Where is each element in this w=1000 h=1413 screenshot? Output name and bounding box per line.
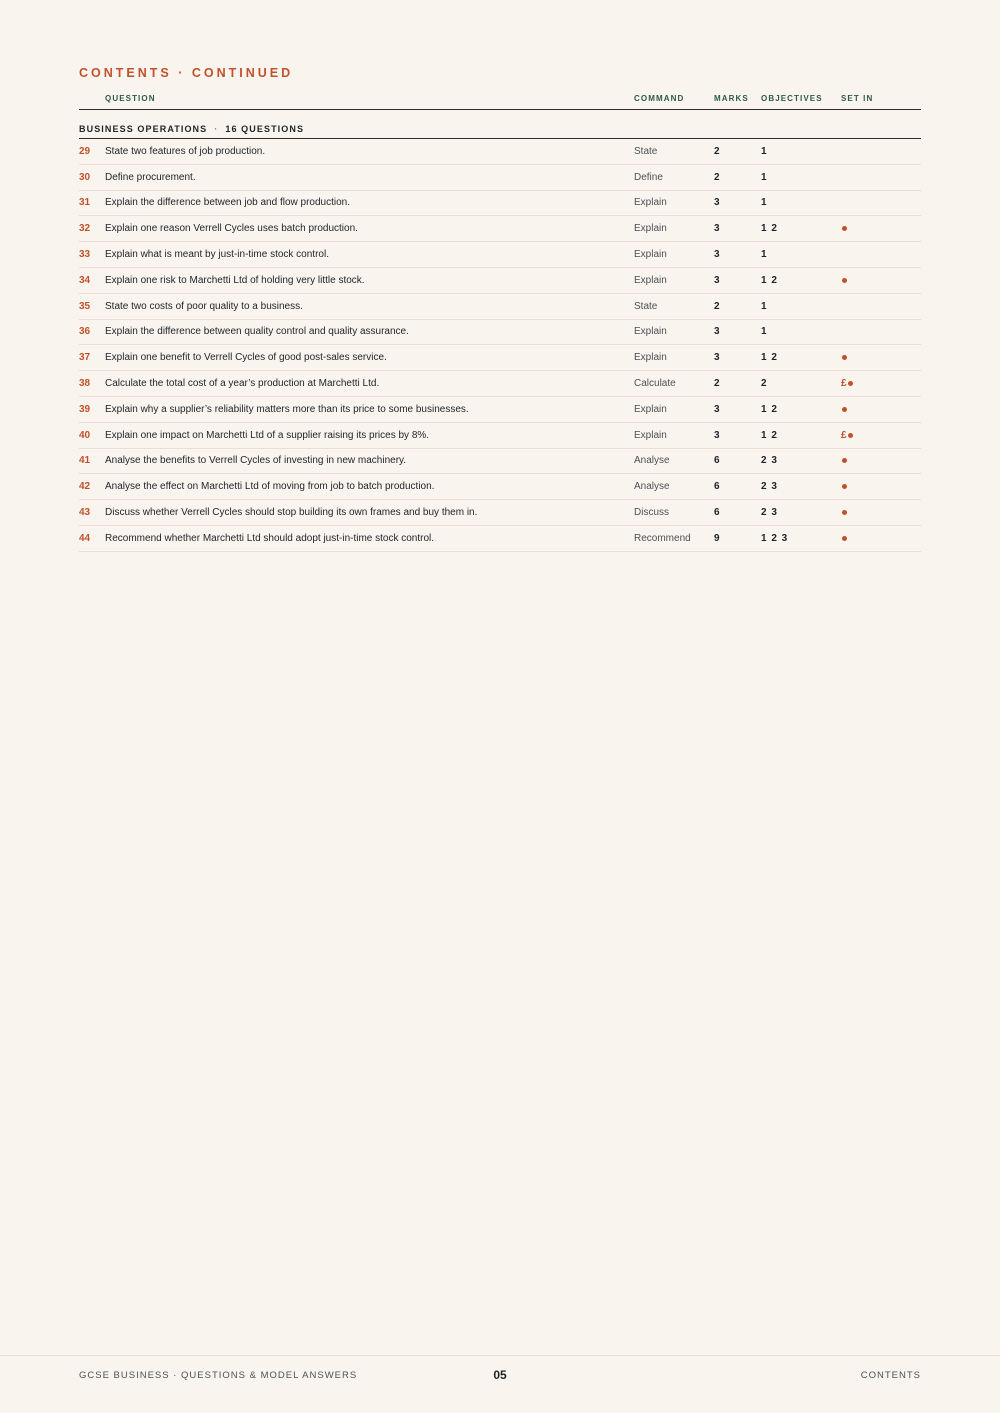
question-text: State two costs of poor quality to a business. [105, 300, 303, 312]
question-number: 43 [79, 507, 91, 519]
objectives-value: 2 3 [761, 455, 777, 467]
set-in-dot-icon [848, 381, 853, 386]
objectives-value: 1 2 [761, 352, 777, 364]
question-row[interactable] [79, 242, 921, 268]
table-header [79, 88, 921, 110]
question-text: Define procurement. [105, 171, 196, 183]
question-number: 44 [79, 532, 91, 544]
marks-value: 3 [714, 223, 720, 235]
set-in-dot-icon [842, 278, 847, 283]
header-marks: MARKS [714, 94, 749, 103]
objectives-value: 2 [761, 378, 767, 390]
question-text: Calculate the total cost of a year’s production at Marchetti Ltd. [105, 378, 380, 390]
set-in-dot-icon [842, 226, 847, 231]
question-number: 33 [79, 249, 91, 261]
command-word: Explain [634, 352, 667, 364]
set-in-marker [841, 352, 921, 363]
question-row[interactable] [79, 191, 921, 217]
section-name: BUSINESS OPERATIONS [79, 124, 208, 134]
question-number: 32 [79, 223, 91, 235]
set-in-marker [841, 378, 921, 389]
question-row[interactable] [79, 526, 921, 552]
question-number: 31 [79, 197, 91, 209]
question-number: 37 [79, 352, 91, 364]
question-row[interactable] [79, 397, 921, 423]
question-row[interactable] [79, 500, 921, 526]
set-in-marker [841, 481, 921, 492]
objectives-value: 1 [761, 145, 767, 157]
marks-value: 2 [714, 171, 720, 183]
objectives-value: 2 3 [761, 507, 777, 519]
objectives-value: 2 3 [761, 481, 777, 493]
question-row[interactable] [79, 165, 921, 191]
question-row[interactable] [79, 216, 921, 242]
objectives-value: 1 [761, 326, 767, 338]
question-text: Discuss whether Verrell Cycles should stop building its own frames and buy them in. [105, 507, 478, 519]
command-word: Explain [634, 223, 667, 235]
question-text: Explain what is meant by just-in-time stock control. [105, 249, 329, 261]
question-number: 36 [79, 326, 91, 338]
set-in-marker [841, 404, 921, 415]
question-number: 34 [79, 274, 91, 286]
command-word: Explain [634, 429, 667, 441]
objectives-value: 1 [761, 171, 767, 183]
marks-value: 3 [714, 352, 720, 364]
page-title: CONTENTS · CONTINUED [79, 66, 294, 80]
question-text: Explain one impact on Marchetti Ltd of a supplier raising its prices by 8%. [105, 429, 430, 441]
command-word: Calculate [634, 378, 676, 390]
marks-value: 6 [714, 507, 720, 519]
header-question: QUESTION [105, 94, 156, 103]
question-row[interactable] [79, 449, 921, 475]
command-word: Explain [634, 197, 667, 209]
marks-value: 3 [714, 249, 720, 261]
question-number: 39 [79, 403, 91, 415]
question-text: Explain one risk to Marchetti Ltd of holding very little stock. [105, 274, 365, 286]
question-text: Analyse the benefits to Verrell Cycles of investing in new machinery. [105, 455, 407, 467]
marks-value: 6 [714, 481, 720, 493]
command-word: Explain [634, 249, 667, 261]
question-row[interactable] [79, 320, 921, 346]
objectives-value: 1 2 [761, 403, 777, 415]
page-footer [0, 1355, 1000, 1396]
question-number: 30 [79, 171, 91, 183]
command-word: Explain [634, 274, 667, 286]
marks-value: 2 [714, 300, 720, 312]
marks-value: 3 [714, 274, 720, 286]
question-text: Explain why a supplier’s reliability matters more than its price to some businesses. [105, 403, 469, 415]
footer-book-title: GCSE BUSINESS · QUESTIONS & MODEL ANSWERS [79, 1370, 358, 1381]
marks-value: 3 [714, 403, 720, 415]
question-row[interactable] [79, 371, 921, 397]
command-word: Explain [634, 403, 667, 415]
marks-value: 2 [714, 378, 720, 390]
set-in-marker [841, 507, 921, 518]
marks-value: 9 [714, 532, 720, 544]
set-in-dot-icon [842, 355, 847, 360]
section-heading [79, 110, 921, 139]
question-text: Analyse the effect on Marchetti Ltd of moving from job to batch production. [105, 481, 435, 493]
marks-value: 2 [714, 145, 720, 157]
objectives-value: 1 2 [761, 223, 777, 235]
set-in-symbol: £ [841, 429, 847, 441]
objectives-value: 1 [761, 300, 767, 312]
objectives-value: 1 2 [761, 429, 777, 441]
question-row[interactable] [79, 268, 921, 294]
set-in-symbol: £ [841, 378, 847, 390]
objectives-value: 1 [761, 249, 767, 261]
marks-value: 3 [714, 197, 720, 209]
question-row[interactable] [79, 345, 921, 371]
command-word: State [634, 145, 658, 157]
set-in-dot-icon [842, 510, 847, 515]
question-text: Recommend whether Marchetti Ltd should adopt just-in-time stock control. [105, 532, 435, 544]
question-number: 29 [79, 145, 91, 157]
set-in-marker [841, 430, 921, 441]
objectives-value: 1 [761, 197, 767, 209]
question-row[interactable] [79, 423, 921, 449]
command-word: Analyse [634, 455, 670, 467]
set-in-dot-icon [842, 407, 847, 412]
set-in-marker [841, 533, 921, 544]
question-row[interactable] [79, 139, 921, 165]
set-in-dot-icon [842, 484, 847, 489]
marks-value: 6 [714, 455, 720, 467]
section-count: 16 QUESTIONS [225, 124, 305, 134]
question-text: Explain one benefit to Verrell Cycles of good post-sales service. [105, 352, 387, 364]
question-text: Explain the difference between job and flow production. [105, 197, 350, 209]
set-in-marker [841, 223, 921, 234]
command-word: Analyse [634, 481, 670, 493]
question-text: Explain the difference between quality control and quality assurance. [105, 326, 409, 338]
question-list [79, 139, 921, 552]
section-separator: · [214, 124, 219, 134]
header-set-in: SET IN [841, 94, 874, 103]
set-in-marker [841, 455, 921, 466]
question-number: 35 [79, 300, 91, 312]
marks-value: 3 [714, 429, 720, 441]
question-number: 41 [79, 455, 91, 467]
set-in-marker [841, 275, 921, 286]
command-word: Explain [634, 326, 667, 338]
question-row[interactable] [79, 294, 921, 320]
command-word: State [634, 300, 658, 312]
question-number: 42 [79, 481, 91, 493]
marks-value: 3 [714, 326, 720, 338]
objectives-value: 1 2 3 [761, 532, 788, 544]
set-in-dot-icon [842, 458, 847, 463]
command-word: Recommend [634, 532, 691, 544]
question-number: 40 [79, 429, 91, 441]
page-number: 05 [493, 1368, 507, 1382]
question-text: State two features of job production. [105, 145, 266, 157]
header-command: COMMAND [634, 94, 685, 103]
set-in-dot-icon [842, 536, 847, 541]
contents-table [79, 88, 921, 552]
question-row[interactable] [79, 474, 921, 500]
footer-section-link[interactable]: CONTENTS [860, 1370, 921, 1381]
command-word: Discuss [634, 507, 670, 519]
question-text: Explain one reason Verrell Cycles uses batch production. [105, 223, 358, 235]
question-number: 38 [79, 378, 91, 390]
command-word: Define [634, 171, 663, 183]
header-objectives: OBJECTIVES [761, 94, 823, 103]
set-in-dot-icon [848, 433, 853, 438]
objectives-value: 1 2 [761, 274, 777, 286]
